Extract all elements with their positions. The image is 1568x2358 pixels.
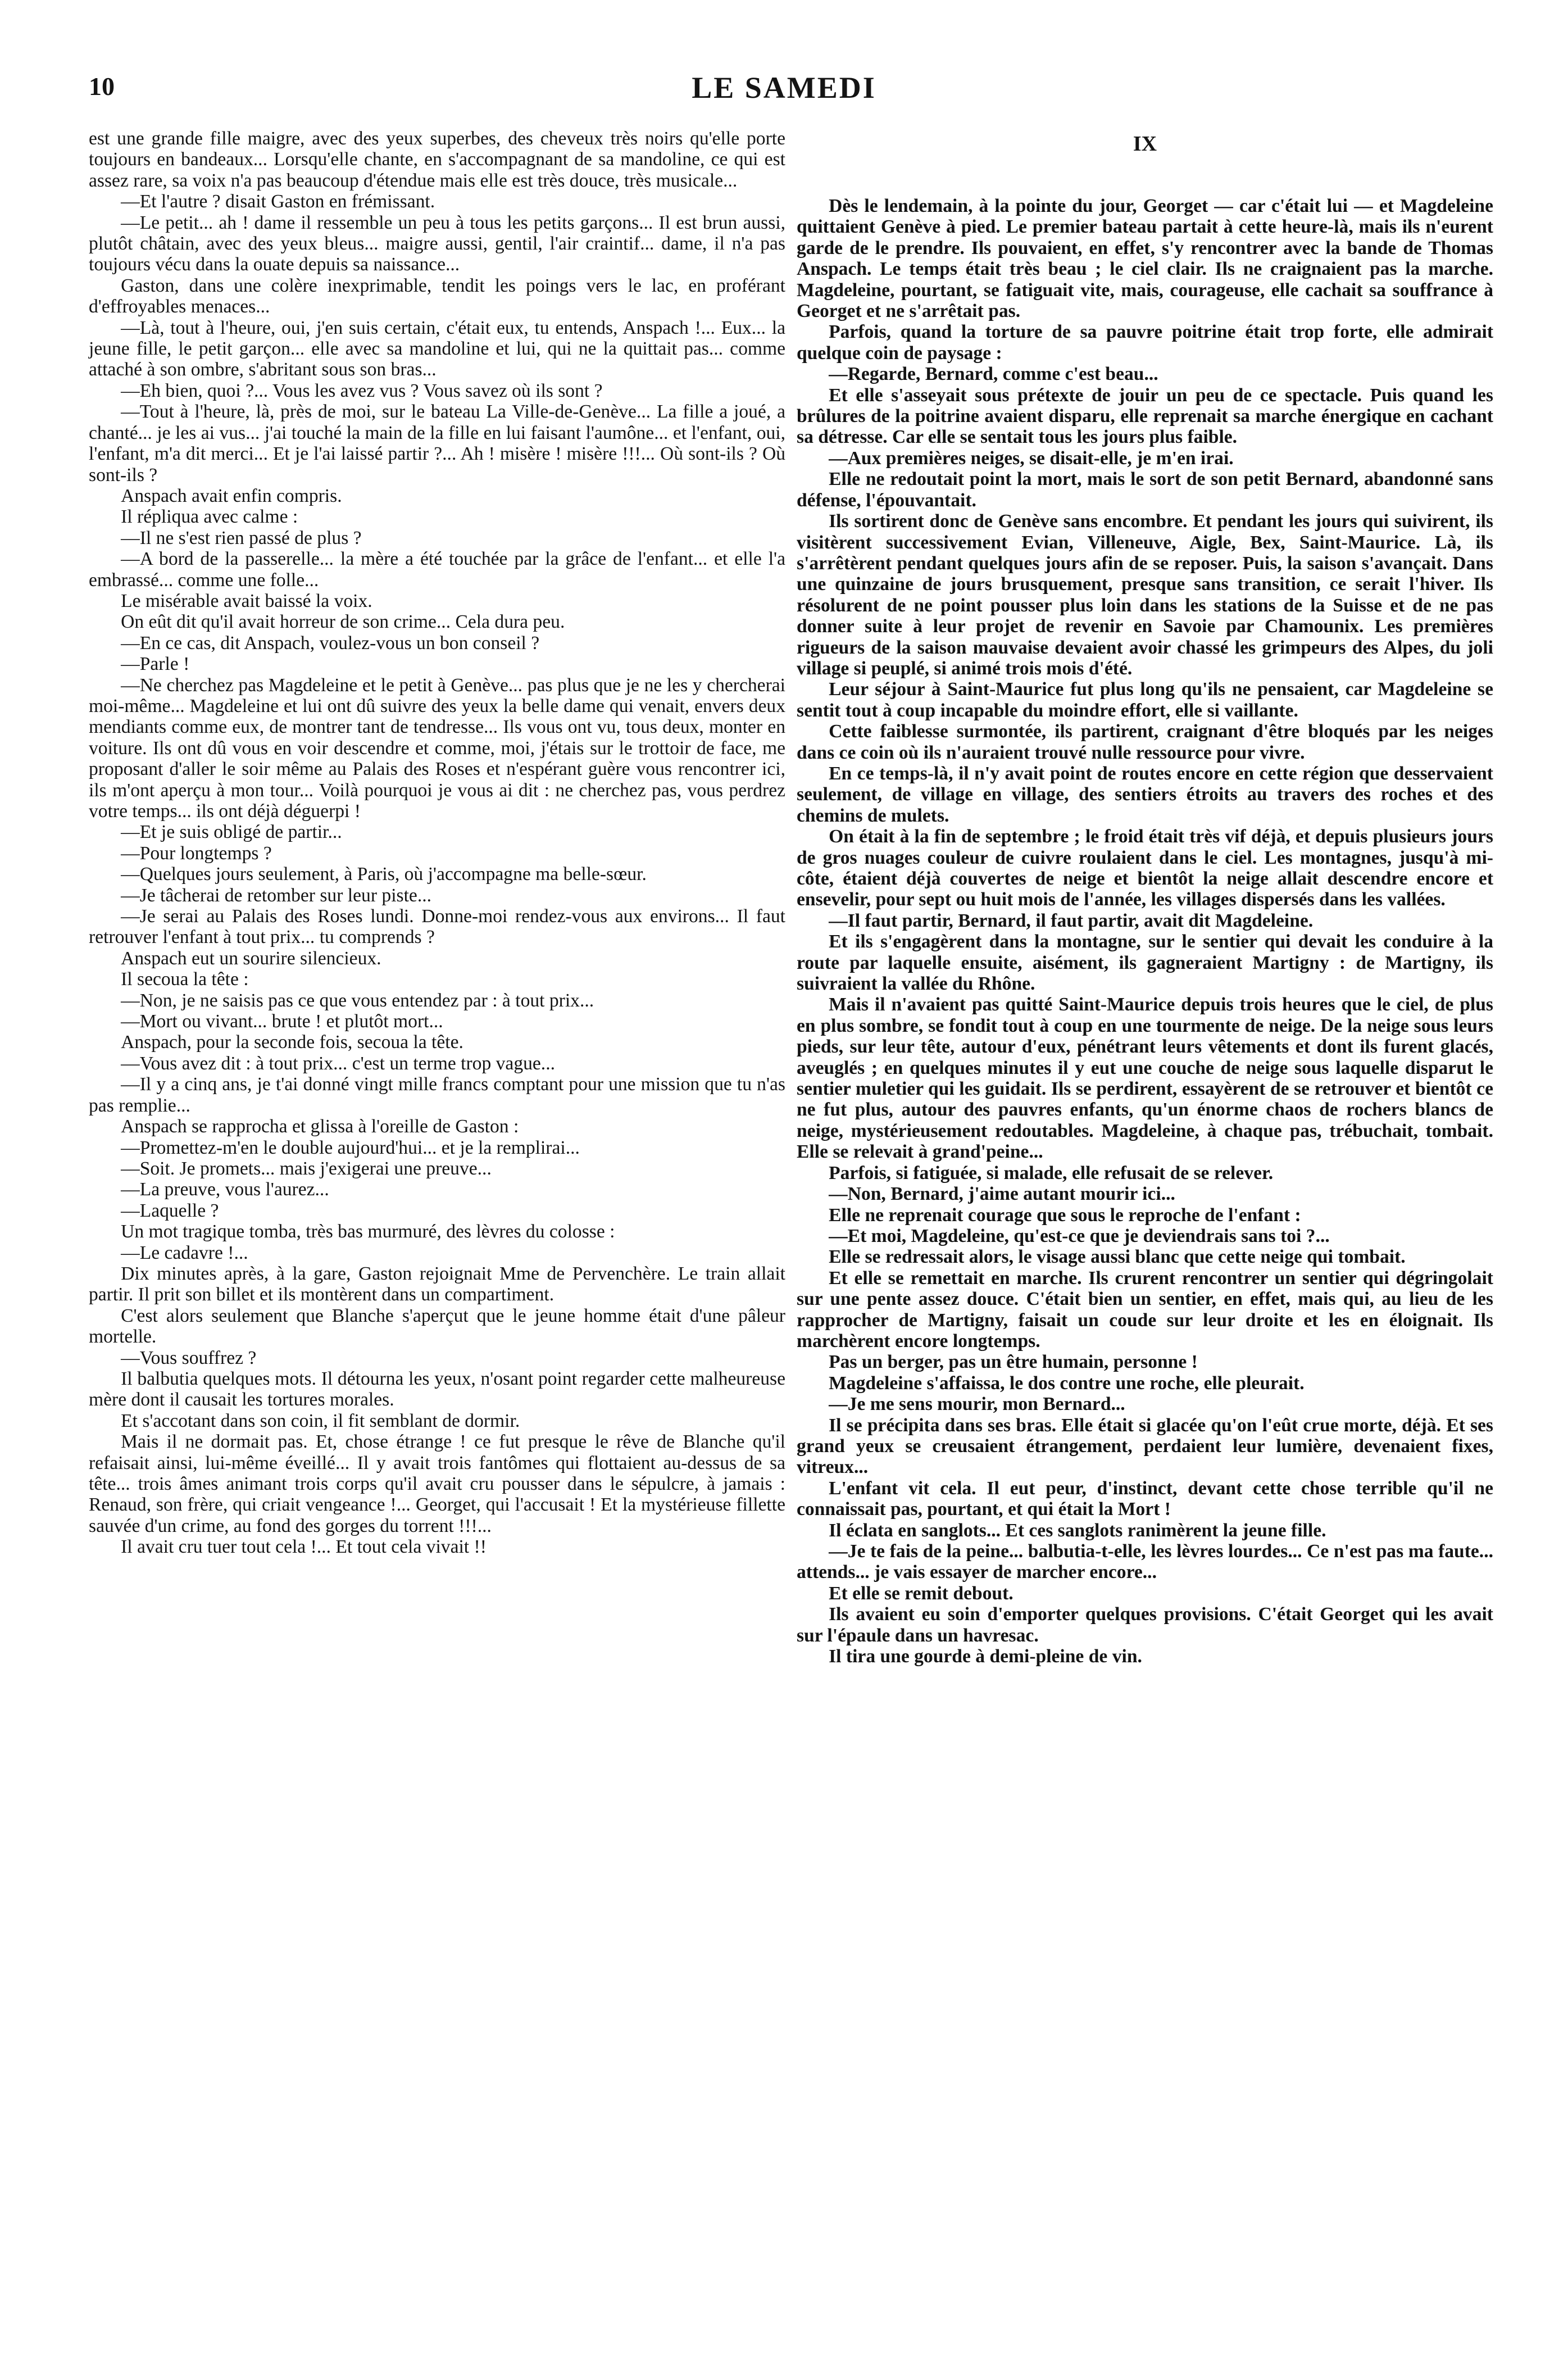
right-column — [797, 128, 1493, 1667]
paragraph: —Je serai au Palais des Roses lundi. Donne-moi rendez-vous aux environs... Il faut retrouver l'enfant à tout prix... tu comprends ? — [89, 906, 785, 948]
page-number: 10 — [89, 72, 115, 101]
paragraph: —Aux premières neiges, se disait-elle, je m'en irai. — [829, 447, 1234, 469]
paragraph: —Il faut partir, Bernard, il faut partir, avait dit Magdeleine. — [829, 910, 1314, 931]
paragraph: —Le cadavre !... — [121, 1242, 248, 1263]
paragraph: —A bord de la passerelle... la mère a été touchée par la grâce de l'enfant... et elle l'a embrassé... comme une folle... — [89, 548, 785, 591]
paragraph: —Parle ! — [121, 654, 190, 675]
paragraph: Pas un berger, pas un être humain, personne ! — [829, 1352, 1198, 1373]
paragraph: Et elle se remettait en marche. Ils crurent rencontrer un sentier qui dégringolait sur une pente assez douce. C'était bien un sentier, en effet, mais qui, au lieu de les rapprocher de Martigny, faisait un coude sur leur droite et les en éloignait. Ils marchèrent encore longtemps. — [797, 1267, 1493, 1352]
paragraph: —Je tâcherai de retomber sur leur piste... — [121, 885, 432, 906]
paragraph: Il balbutia quelques mots. Il détourna les yeux, n'osant point regarder cette malheureuse mère dont il causait les tortures morales. — [89, 1368, 785, 1411]
paragraph: Mais il ne dormait pas. Et, chose étrange ! ce fut presque le rêve de Blanche qu'il refaisait ainsi, lui-même éveillé... Il y avait trois fantômes qui flottaient au-dessus de sa tête... trois âmes animant trois corps qu'il avait cru pousser dans le sépulcre, à jamais : Renaud, son frère, qui criait vengeance !... Georget, qui l'accusait ! Et la mystérieuse fillette sauvée d'un crime, au fond des gorges du torrent !!!... — [89, 1431, 785, 1536]
journal-title: LE SAMEDI — [692, 71, 876, 105]
paragraph: Anspach avait enfin compris. — [121, 485, 342, 506]
paragraph: C'est alors seulement que Blanche s'aperçut que le jeune homme était d'une pâleur mortelle. — [89, 1305, 785, 1348]
paragraph: —Il y a cinq ans, je t'ai donné vingt mille francs comptant pour une mission que tu n'as pas remplie... — [89, 1074, 785, 1116]
paragraph: —La preuve, vous l'aurez... — [121, 1179, 329, 1200]
paragraph: Elle ne reprenait courage que sous le reproche de l'enfant : — [829, 1204, 1301, 1226]
paragraph: Il se précipita dans ses bras. Elle était si glacée qu'on l'eût crue morte, déjà. Et ses grand yeux se creusaient étrangement, perdaient leur lumière, devenaient fixes, vitreux... — [797, 1414, 1493, 1478]
paragraph: —Laquelle ? — [121, 1200, 219, 1221]
paragraph: En ce temps-là, il n'y avait point de routes encore en cette région que desservaient seulement, de village en village, des sentiers étroits au travers des roches et des chemins de mulets. — [797, 763, 1493, 826]
paragraph: Il éclata en sanglots... Et ces sanglots ranimèrent la jeune fille. — [829, 1520, 1326, 1541]
paragraph: —Et je suis obligé de partir... — [121, 822, 342, 843]
paragraph: —En ce cas, dit Anspach, voulez-vous un bon conseil ? — [121, 632, 540, 654]
paragraph: Anspach se rapprocha et glissa à l'oreille de Gaston : — [121, 1116, 519, 1137]
paragraph: Il répliqua avec calme : — [121, 506, 298, 528]
paragraph: —Le petit... ah ! dame il ressemble un peu à tous les petits garçons... Il est brun aussi, plutôt châtain, avec des yeux bleus... maigre aussi, gentil, l'air craintif... dame, il n'a pas toujours vécu dans la ouate depuis sa naissance... — [89, 212, 785, 275]
paragraph: —Mort ou vivant... brute ! et plutôt mort... — [121, 1011, 443, 1032]
paragraph: —Non, je ne saisis pas ce que vous entendez par : à tout prix... — [121, 990, 594, 1011]
paragraph: Parfois, quand la torture de sa pauvre poitrine était trop forte, elle admirait quelque coin de paysage : — [797, 321, 1493, 364]
right-column-text — [797, 196, 1493, 1667]
paragraph: Anspach, pour la seconde fois, secoua la tête. — [121, 1032, 463, 1053]
paragraph: —Ne cherchez pas Magdeleine et le petit à Genève... pas plus que je ne les y chercherai moi-même... Magdeleine et lui ont dû suivre des yeux la belle dame qui venait, envers deux mendiants comme eux, de montrer tant de tendresse... Ils vous ont vu, tous deux, monter en voiture. Ils ont dû vous en voir descendre et comme, moi, j'étais sur le trottoir de face, me proposant d'aller le soir même au Palais des Roses et n'espérant guère vous rencontrer ici, ils m'ont aperçu à mon tour... Voilà pourquoi je vous ai dit : ne cherchez pas, vous perdrez votre temps... ils ont déjà déguerpi ! — [89, 674, 785, 822]
paragraph: —Là, tout à l'heure, oui, j'en suis certain, c'était eux, tu entends, Anspach !... Eux... la jeune fille, le petit garçon... elle avec sa mandoline et lui, qui ne la quittait pas... comme attaché à son ombre, s'abritant sous son bras... — [89, 317, 785, 380]
paragraph: Gaston, dans une colère inexprimable, tendit les poings vers le lac, en proférant d'effroyables menaces... — [89, 275, 785, 318]
paragraph: Et s'accotant dans son coin, il fit semblant de dormir. — [121, 1410, 520, 1431]
paragraph: On était à la fin de septembre ; le froid était très vif déjà, et depuis plusieurs jours de gros nuages couleur de cuivre roulaient dans le ciel. Les montagnes, jusqu'à mi-côte, étaient déjà couvertes de neige et bientôt la neige allait descendre encore et ensevelir, pour sept ou huit mois de l'année, les villages dispersés dans les vallées. — [797, 826, 1493, 910]
paragraph: —Eh bien, quoi ?... Vous les avez vus ? Vous savez où ils sont ? — [121, 380, 603, 401]
paragraph: est une grande fille maigre, avec des yeux superbes, des cheveux très noirs qu'elle porte toujours en bandeaux... Lorsqu'elle chante, en s'accompagnant de sa mandoline, ce qui est assez rare, sa voix n'a pas beaucoup d'étendue mais elle est très douce, très musicale... — [89, 128, 785, 191]
paragraph: Leur séjour à Saint-Maurice fut plus long qu'ils ne pensaient, car Magdeleine se sentit tout à coup incapable du moindre effort, elle si vaillante. — [797, 679, 1493, 721]
paragraph: —Et l'autre ? disait Gaston en frémissant. — [121, 191, 435, 212]
paragraph: —Quelques jours seulement, à Paris, où j'accompagne ma belle-sœur. — [121, 864, 647, 885]
paragraph: Dès le lendemain, à la pointe du jour, Georget — car c'était lui — et Magdeleine quittaient Genève à pied. Le premier bateau partait à cette heure-là, mais ils n'eurent garde de le prendre. Ils pouvaient, en effet, s'y rencontrer avec la bande de Thomas Anspach. Le temps était très beau ; le ciel clair. Ils ne craignaient pas la marche. Magdeleine, pourtant, se fatiguait vite, mais, courageuse, elle cachait sa souffrance à Georget et ne s'arrêtait pas. — [797, 196, 1493, 322]
paragraph: —Soit. Je promets... mais j'exigerai une preuve... — [121, 1158, 492, 1179]
paragraph: Un mot tragique tomba, très bas murmuré, des lèvres du colosse : — [121, 1221, 615, 1243]
paragraph: Ils avaient eu soin d'emporter quelques provisions. C'était Georget qui les avait sur l'épaule dans un havresac. — [797, 1604, 1493, 1646]
paragraph: Elle se redressait alors, le visage aussi blanc que cette neige qui tombait. — [829, 1246, 1406, 1268]
paragraph: —Je me sens mourir, mon Bernard... — [829, 1394, 1125, 1415]
paragraph: —Non, Bernard, j'aime autant mourir ici... — [829, 1183, 1175, 1205]
paragraph: Et elle s'asseyait sous prétexte de jouir un peu de ce spectacle. Puis quand les brûlures de la poitrine avaient disparu, elle reprenait sa marche énergique en cachant sa détresse. Car elle se sentait tous les jours plus faible. — [797, 384, 1493, 448]
paragraph: Cette faiblesse surmontée, ils partirent, craignant d'être bloqués par les neiges dans ce coin où ils n'auraient trouvé nulle ressource pour vivre. — [797, 721, 1493, 763]
paragraph: —Vous avez dit : à tout prix... c'est un terme trop vague... — [121, 1053, 555, 1074]
paragraph: Anspach eut un sourire silencieux. — [121, 947, 381, 969]
paragraph: —Il ne s'est rien passé de plus ? — [121, 527, 362, 548]
paragraph: —Regarde, Bernard, comme c'est beau... — [829, 364, 1158, 385]
paragraph: L'enfant vit cela. Il eut peur, d'instinct, devant cette chose terrible qu'il ne connaissait pas, pourtant, et qui était la Mort ! — [797, 1477, 1493, 1520]
paragraph: Il secoua la tête : — [121, 969, 249, 990]
paragraph: —Je te fais de la peine... balbutia-t-elle, les lèvres lourdes... Ce n'est pas ma faute... attends... je vais essayer de marcher encore... — [797, 1541, 1493, 1583]
paragraph: On eût dit qu'il avait horreur de son crime... Cela dura peu. — [121, 611, 565, 633]
paragraph: Magdeleine s'affaissa, le dos contre une roche, elle pleurait. — [829, 1372, 1305, 1394]
paragraph: Elle ne redoutait point la mort, mais le sort de son petit Bernard, abandonné sans défense, l'épouvantait. — [797, 469, 1493, 511]
paragraph: —Tout à l'heure, là, près de moi, sur le bateau La Ville-de-Genève... La fille a joué, a chanté... je les ai vus... j'ai touché la main de la fille en lui faisant l'aumône... et l'enfant, oui, l'enfant, m'a dit merci... Et je l'ai laissé partir ?... Ah ! misère ! misère !!!... Où sont-ils ? Où sont-ils ? — [89, 401, 785, 486]
paragraph: Il tira une gourde à demi-pleine de vin. — [829, 1646, 1142, 1667]
paragraph: —Promettez-m'en le double aujourd'hui... et je la remplirai... — [121, 1137, 580, 1158]
paragraph: Et ils s'engagèrent dans la montagne, sur le sentier qui devait les conduire à la route par laquelle ensuite, aisément, ils gagneraient Martigny : de Martigny, ils suivraient la vallée du Rhône. — [797, 931, 1493, 995]
paragraph: Le misérable avait baissé la voix. — [121, 590, 372, 611]
left-column — [89, 128, 785, 1558]
paragraph: —Vous souffrez ? — [121, 1347, 257, 1368]
paragraph: Dix minutes après, à la gare, Gaston rejoignait Mme de Pervenchère. Le train allait partir. Il prit son billet et ils montèrent dans un compartiment. — [89, 1263, 785, 1305]
paragraph: —Pour longtemps ? — [121, 842, 272, 864]
paragraph: Mais il n'avaient pas quitté Saint-Maurice depuis trois heures que le ciel, de plus en plus sombre, se fondit tout à coup en une tourmente de neige. De la neige sous leurs pieds, sur leur tête, autour d'eux, pénétrant leurs vêtements et dont ils furent glacés, aveuglés ; en quelques minutes il y eut une couche de neige sous laquelle disparut le sentier muletier qui les guidait. Ils se perdirent, essayèrent de se retrouver et bientôt ce ne fut plus, autour des pauvres enfants, qu'un énorme chaos de rochers blancs de neige, mystérieusement redoutables. Magdeleine, à chaque pas, trébuchait, tombait. Elle se relevait à grand'peine... — [797, 994, 1493, 1163]
paragraph: Il avait cru tuer tout cela !... Et tout cela vivait !! — [121, 1536, 487, 1558]
paragraph: Et elle se remit debout. — [829, 1582, 1013, 1604]
chapter-heading: IX — [1133, 132, 1157, 156]
paragraph: Ils sortirent donc de Genève sans encombre. Et pendant les jours qui suivirent, ils visitèrent successivement Evian, Villeneuve, Aigle, Bex, Saint-Maurice. Là, ils s'arrêtèrent pendant quelques jours afin de se reposer. Puis, la saison s'avançait. Dans une quinzaine de jours brusquement, presque sans transition, ce serait l'hiver. Ils résolurent de ne point pousser plus loin dans les stations de la Suisse et de ne pas donner suite à leur projet de revenir en Savoie par Chamounix. Les premières rigueurs de la saison mauvaise devaient avoir chassé les grimpeurs des Alpes, du joli village si peuplé, si animé trois mois d'été. — [797, 511, 1493, 679]
paragraph: —Et moi, Magdeleine, qu'est-ce que je deviendrais sans toi ?... — [829, 1225, 1330, 1246]
paragraph: Parfois, si fatiguée, si malade, elle refusait de se relever. — [829, 1162, 1274, 1183]
